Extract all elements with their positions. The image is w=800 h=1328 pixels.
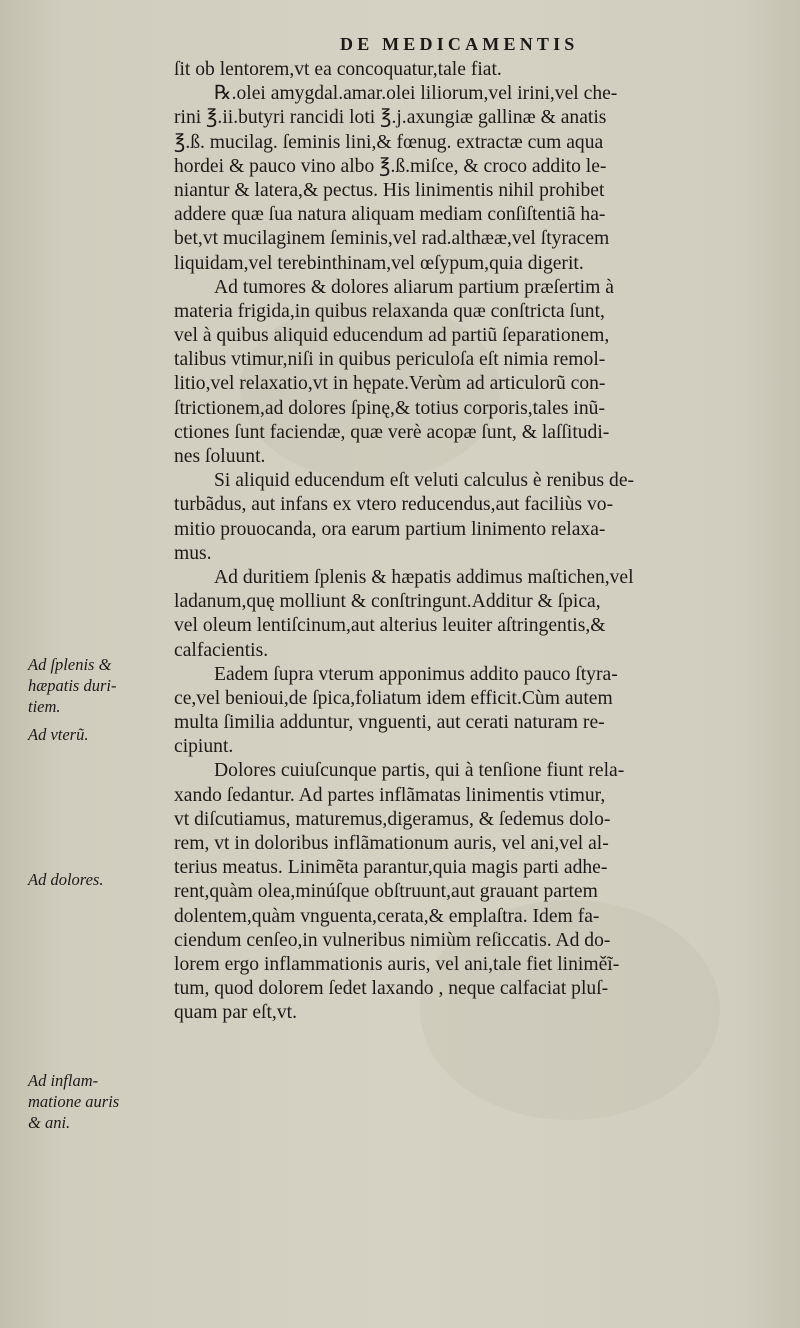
margin-note-line: Ad ſplenis & bbox=[28, 655, 112, 674]
text-line: terius meatus. Linimẽta parantur,quia magis parti adhe- bbox=[174, 857, 608, 879]
text-line: ladanum,quę molliunt & conſtringunt.Additur & ſpica, bbox=[174, 591, 601, 613]
text-line: multa ſimilia adduntur, vnguenti, aut cerati naturam re- bbox=[174, 712, 605, 734]
margin-note-pains bbox=[28, 869, 103, 890]
text-line: xando ſedantur. Ad partes inflãmatas linimentis vtimur, bbox=[174, 784, 606, 806]
margin-note-inflammation bbox=[28, 1070, 119, 1133]
margin-note-uterus bbox=[28, 724, 88, 745]
text-line: Dolores cuiuſcunque partis, qui à tenſione fiunt rela- bbox=[214, 760, 625, 782]
text-line: liquidam,vel terebinthinam,vel œſypum,quia digerit. bbox=[174, 252, 584, 274]
text-line: turbãdus, aut infans ex vtero reducendus,aut faciliùs vo- bbox=[174, 494, 614, 516]
margin-note-line: Ad inflam- bbox=[28, 1071, 99, 1090]
text-line: rini ℥.ii.butyri rancidi loti ℥.j.axungiæ gallinæ & anatis bbox=[174, 107, 607, 129]
margin-note-line: matione auris bbox=[28, 1092, 120, 1111]
text-line: vel à quibus aliquid educendum ad partiũ ſeparationem, bbox=[174, 325, 610, 347]
text-line: ciendum cenſeo,in vulneribus nimiùm reſiccatis. Ad do- bbox=[174, 929, 611, 951]
margin-note-line: tiem. bbox=[28, 697, 61, 716]
text-line: Eadem ſupra vterum apponimus addito pauco ſtyra- bbox=[214, 663, 618, 685]
text-line: dolentem,quàm vnguenta,cerata,& emplaſtra. Idem fa- bbox=[174, 905, 600, 927]
text-line: talibus vtimur,niſi in quibus periculoſa eſt nimia remol- bbox=[174, 349, 606, 371]
text-line: Si aliquid educendum eſt veluti calculus è renibus de- bbox=[214, 470, 635, 492]
margin-note-spleen bbox=[28, 654, 116, 717]
text-line: ℞.olei amygdal.amar.olei liliorum,vel irini,vel che- bbox=[214, 83, 618, 105]
text-line: calfacientis. bbox=[174, 639, 269, 661]
margin-note-line: hæpatis duri- bbox=[28, 676, 117, 695]
text-line: niantur & latera,& pectus. His linimentis nihil prohibet bbox=[174, 179, 605, 201]
margin-note-line: Ad vterũ. bbox=[28, 725, 89, 744]
text-line: tum, quod dolorem ſedet laxando , neque calfaciat pluſ- bbox=[174, 978, 609, 1000]
text-line: ctiones ſunt faciendæ, quæ verè acopæ ſunt, & laſſitudi- bbox=[174, 421, 610, 443]
text-line: Ad duritiem ſplenis & hæpatis addimus maſtichen,vel bbox=[214, 566, 634, 588]
text-line: vel oleum lentiſcinum,aut alterius leuiter aſtringentis,& bbox=[174, 615, 606, 637]
text-line: cipiunt. bbox=[174, 736, 234, 758]
text-line: litio,vel relaxatio,vt in hępate.Verùm ad articulorũ con- bbox=[174, 373, 606, 395]
margin-note-line: Ad dolores. bbox=[28, 870, 104, 889]
text-line: mitio prouocanda, ora earum partium linimento relaxa- bbox=[174, 518, 606, 540]
text-line: addere quæ ſua natura aliquam mediam conſiſtentiã ha- bbox=[174, 204, 606, 226]
text-line: ce,vel benioui,de ſpica,foliatum idem efficit.Cùm autem bbox=[174, 687, 613, 709]
text-line: rent,quàm olea,minúſque obſtruunt,aut grauant partem bbox=[174, 881, 598, 903]
text-line: ſtrictionem,ad dolores ſpinę,& totius corporis,tales inũ- bbox=[174, 397, 605, 419]
text-line: mus. bbox=[174, 542, 212, 564]
text-line: ſit ob lentorem,vt ea concoquatur,tale fiat. bbox=[174, 59, 502, 80]
main-text bbox=[174, 58, 786, 1026]
margin-note-line: & ani. bbox=[28, 1113, 71, 1132]
text-line: bet,vt mucilaginem ſeminis,vel rad.althææ,vel ſtyracem bbox=[174, 228, 610, 250]
text-line: nes ſoluunt. bbox=[174, 446, 266, 467]
text-line: ℥.ß. mucilag. ſeminis lini,& fœnug. extractæ cum aqua bbox=[174, 131, 604, 153]
text-line: rem, vt in doloribus inflãmationum auris, vel ani,vel al- bbox=[174, 833, 609, 854]
running-header: DE MEDICAMENTIS bbox=[340, 34, 579, 54]
text-line: materia frigida,in quibus relaxanda quæ conſtricta ſunt, bbox=[174, 300, 605, 322]
text-line: Ad tumores & dolores aliarum partium præſertim à bbox=[214, 276, 614, 298]
text-line: vt diſcutiamus, maturemus,digeramus, & ſedemus dolo- bbox=[174, 808, 611, 830]
text-line: hordei & pauco vino albo ℥.ß.miſce, & croco addito le- bbox=[174, 155, 607, 177]
text-line: quam par eſt,vt. bbox=[174, 1002, 297, 1024]
text-line: lorem ergo inflammationis auris, vel ani,tale fiet liniměĩ- bbox=[174, 953, 620, 975]
